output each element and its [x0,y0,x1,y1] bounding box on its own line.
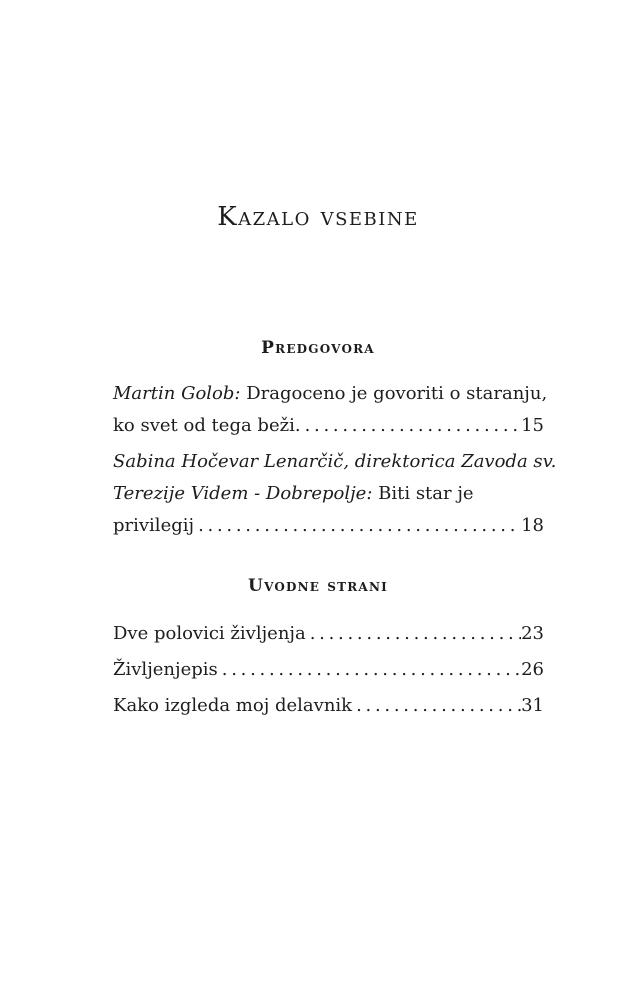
dot-leader [301,410,522,442]
toc-entry-title: Življenjepis [113,659,218,680]
toc-page-number: 15 [521,415,544,436]
toc-entry-title: privilegij [113,515,195,536]
toc-entry-author: Sabina Hočevar Lenarčič, direktorica Zavoda sv. [113,451,557,472]
toc-page-number: 23 [521,623,544,644]
toc-entry-title: Biti star je [378,483,474,504]
toc-entry-author: Martin Golob: [113,383,241,404]
dot-leader [218,654,521,686]
toc-entry-title: ko svet od tega beži. [113,415,301,436]
toc-entry-golob[interactable] [113,378,548,442]
toc-entry-dve-polovici[interactable] [113,618,544,650]
dot-leader [306,618,521,650]
section-heading-uvodne-strani: Uvodne strani [248,576,388,596]
toc-entry-line [113,378,548,410]
toc-entry-title: Kako izgleda moj delavnik [113,695,353,716]
toc-entry-title: Dragoceno je govoriti o staranju, [246,383,548,404]
toc-entry-line [113,618,544,650]
toc-entry-delavnik[interactable] [113,690,544,722]
toc-entry-author: Terezije Videm - Dobrepolje: [113,483,373,504]
toc-entry-line [113,410,544,442]
toc-section-uvodne-strani [113,618,544,726]
dot-leader [352,690,521,722]
toc-page-number: 31 [521,695,544,716]
toc-entry-line [113,654,544,686]
toc-entry-line [113,446,557,478]
toc-entry-line [113,478,544,510]
toc-page-number: 18 [521,515,544,536]
toc-entry-line [113,690,544,722]
toc-entry-zivljenjepis[interactable] [113,654,544,686]
toc-entry-hocevar[interactable] [113,446,557,542]
toc-entry-title: Dve polovici življenja [113,623,306,644]
toc-page-number: 26 [521,659,544,680]
dot-leader [194,510,521,542]
page-title: Kazalo vsebine [217,202,419,232]
section-heading-predgovora: Predgovora [261,338,375,358]
toc-entry-line [113,510,544,542]
toc-section-predgovora [113,378,557,546]
